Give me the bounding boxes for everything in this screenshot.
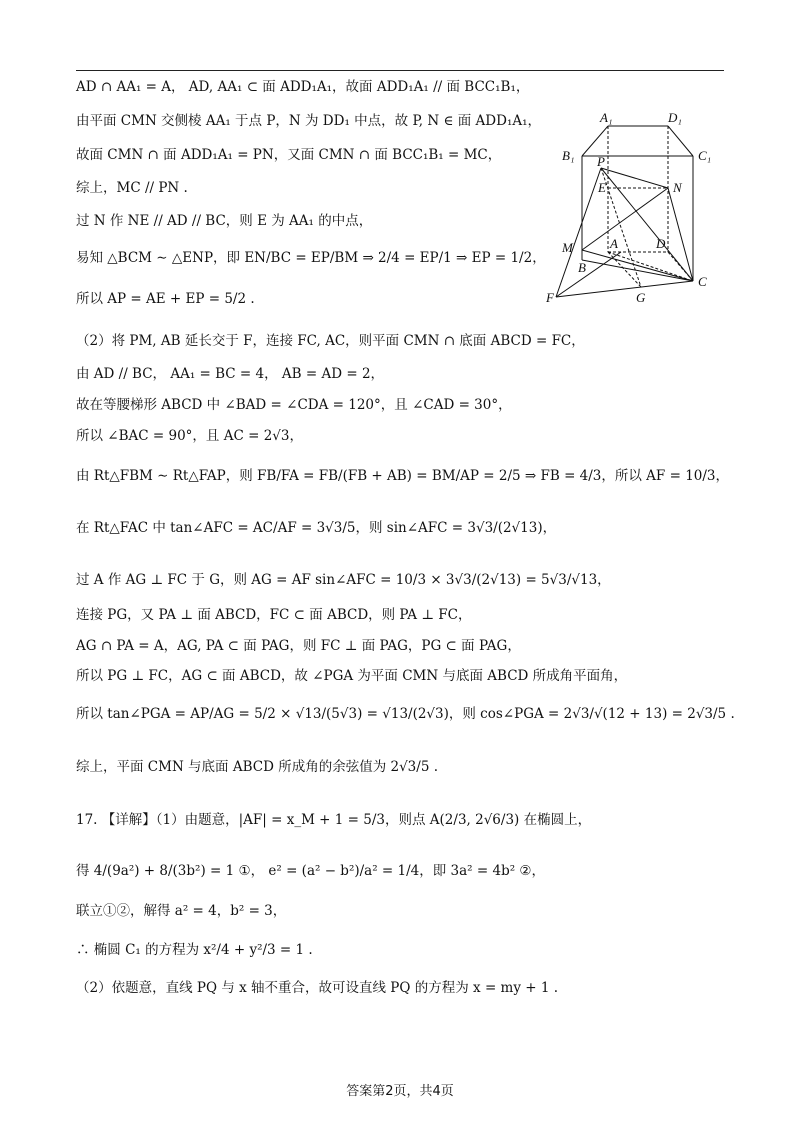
text-line-1: AD ∩ AA₁ = A， AD, AA₁ ⊂ 面 ADD₁A₁，故面 ADD₁A₁ // 面 BCC₁B₁， — [76, 79, 530, 95]
header-rule — [76, 70, 724, 71]
text-line-7: 所以 AP = AE + EP = 5/2 . — [76, 291, 255, 307]
label-C1: C₁ — [698, 148, 712, 163]
label-G: G — [636, 290, 646, 305]
line-AC-hidden — [608, 252, 693, 281]
text-line-13: 在 Rt△FAC 中 tan∠AFC = AC/AF = 3√3/5，则 sin∠AFC = 3√3/(2√13)， — [76, 520, 557, 536]
text-line-19: 综上，平面 CMN 与底面 ABCD 所成角的余弦值为 2√3/5 . — [76, 759, 438, 775]
label-M: M — [562, 240, 573, 255]
text-line-16: AG ∩ PA = A，AG, PA ⊂ 面 PAG，则 FC ⊥ 面 PAG，PG ⊂ 面 PAG， — [76, 638, 521, 654]
text-line-12: 由 Rt△FBM ∼ Rt△FAP，则 FB/FA = FB/(FB + AB) = BM/AP = 2/5 ⇒ FB = 4/3，所以 AF = 10/3， — [76, 468, 730, 484]
text-line-15: 连接 PG，又 PA ⊥ 面 ABCD，FC ⊂ 面 ABCD，则 PA ⊥ FC， — [76, 607, 472, 623]
text-line-14: 过 A 作 AG ⊥ FC 于 G，则 AG = AF sin∠AFC = 10/3 × 3√3/(2√13) = 5√3/√13， — [76, 572, 611, 588]
line-PN — [601, 168, 668, 188]
page-footer: 答案第2页，共4页 — [346, 1084, 454, 1099]
text-line-11: 所以 ∠BAC = 90°，且 AC = 2√3， — [76, 428, 303, 444]
label-A: A — [610, 236, 618, 251]
label-B1: B₁ — [562, 148, 575, 163]
text-line-8: （2）将 PM, AB 延长交于 F，连接 FC, AC，则平面 CMN ∩ 底面 ABCD = FC， — [76, 333, 585, 349]
text-line-20: 17. 【详解】（1）由题意，|AF| = x_M + 1 = 5/3，则点 A(2/3, 2√6/3) 在椭圆上， — [76, 812, 592, 828]
text-line-23: ∴ 椭圆 C₁ 的方程为 x²/4 + y²/3 = 1 . — [76, 942, 313, 958]
text-line-4: 综上，MC // PN . — [76, 180, 188, 196]
line-FP — [556, 168, 601, 297]
text-line-10: 故在等腰梯形 ABCD 中 ∠BAD = ∠CDA = 120°，且 ∠CAD = 30°， — [76, 397, 512, 413]
edge-D1C1 — [668, 126, 693, 156]
label-A1: A₁ — [600, 110, 613, 125]
label-D: D — [656, 236, 666, 251]
text-line-24: （2）依题意，直线 PQ 与 x 轴不重合，故可设直线 PQ 的方程为 x = my + 1 . — [76, 980, 559, 996]
label-P: P — [597, 154, 605, 169]
text-line-2: 由平面 CMN 交侧棱 AA₁ 于点 P，N 为 DD₁ 中点，故 P, N ∈ 面 ADD₁A₁， — [76, 113, 542, 129]
edge-A1B1 — [582, 126, 608, 156]
text-line-9: 由 AD // BC， AA₁ = BC = 4， AB = AD = 2， — [76, 366, 385, 382]
text-line-18: 所以 tan∠PGA = AP/AG = 5/2 × √13/(5√3) = √13/(2√3)，则 cos∠PGA = 2√3/√(12 + 13) = 2√3/5 . — [76, 706, 735, 722]
text-line-22: 联立①②，解得 a² = 4，b² = 3， — [76, 903, 287, 919]
line-FC — [556, 281, 693, 297]
text-line-3: 故面 CMN ∩ 面 ADD₁A₁ = PN，又面 CMN ∩ 面 BCC₁B₁ = MC， — [76, 147, 502, 163]
label-D1: D₁ — [668, 110, 682, 125]
text-line-17: 所以 PG ⊥ FC，AG ⊂ 面 ABCD，故 ∠PGA 为平面 CMN 与底面 ABCD 所成角平面角， — [76, 668, 628, 684]
line-NC — [668, 188, 693, 281]
line-PG-hidden — [601, 168, 641, 287]
label-F: F — [546, 290, 554, 305]
label-E: E — [598, 180, 606, 195]
prism-figure — [546, 100, 726, 310]
label-C: C — [698, 274, 707, 289]
text-line-21: 得 4/(9a²) + 8/(3b²) = 1 ①， e² = (a² − b²)/a² = 1/4，即 3a² = 4b² ②， — [76, 863, 546, 879]
text-line-6: 易知 △BCM ∼ △ENP，即 EN/BC = EP/BM ⇒ 2/4 = EP/1 ⇒ EP = 1/2， — [76, 250, 546, 266]
line-MC — [582, 250, 693, 281]
label-N: N — [673, 180, 682, 195]
text-line-5: 过 N 作 NE // AD // BC，则 E 为 AA₁ 的中点， — [76, 213, 373, 229]
label-B: B — [578, 260, 586, 275]
